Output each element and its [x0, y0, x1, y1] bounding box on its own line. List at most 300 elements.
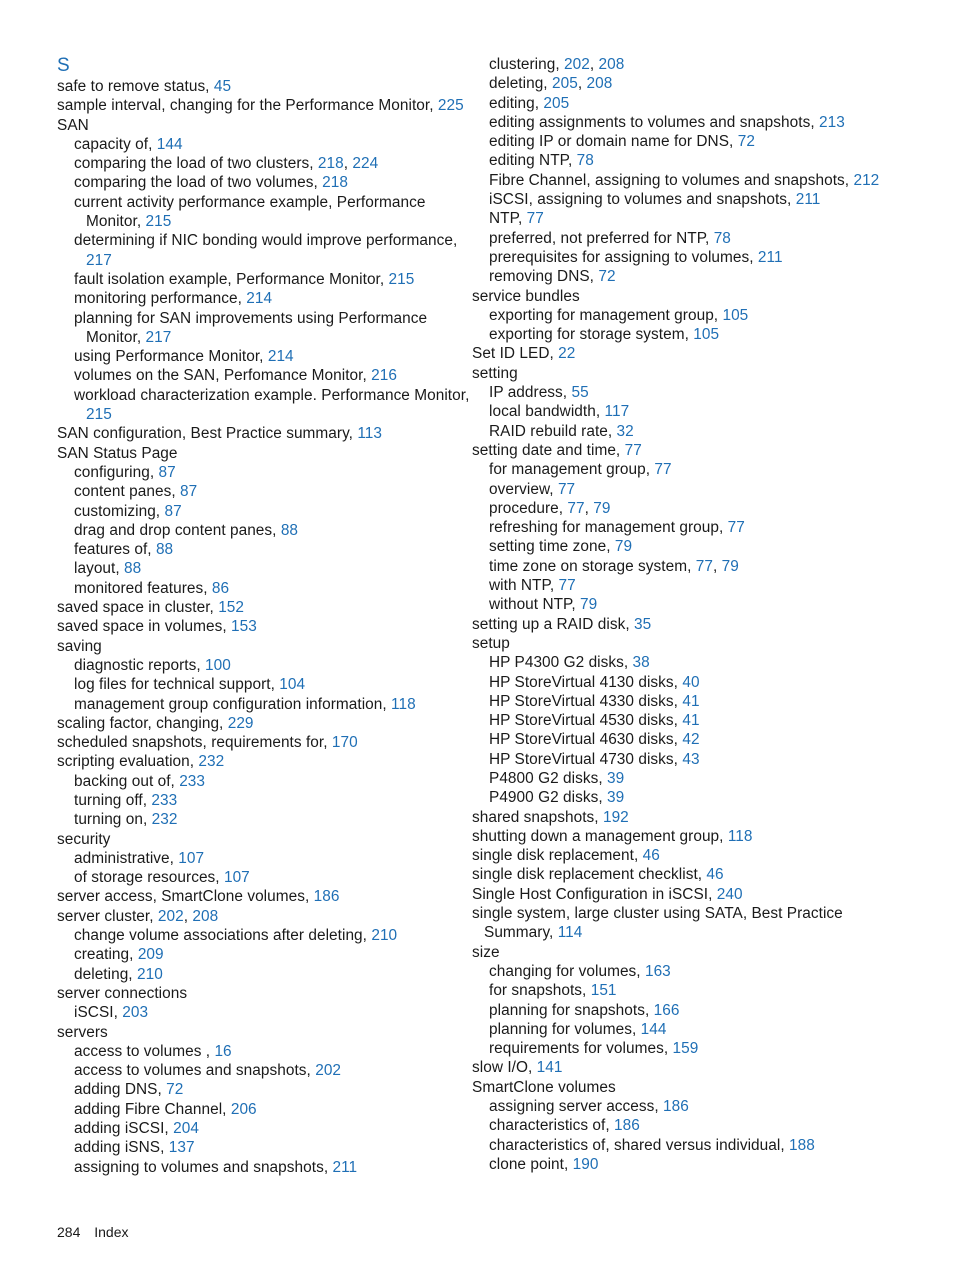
page-ref-link[interactable]: 79	[593, 499, 611, 517]
index-term: setting date and time,	[472, 441, 625, 459]
page-ref-link[interactable]: 88	[155, 541, 174, 559]
index-term: of storage resources,	[74, 869, 224, 887]
index-entry	[472, 865, 892, 884]
index-entry	[57, 1023, 477, 1042]
index-term: comparing the load of two clusters,	[74, 155, 318, 173]
index-subentry	[472, 306, 892, 325]
page-ref-link[interactable]: 88	[124, 560, 142, 578]
index-subentry	[472, 711, 892, 730]
index-subentry	[472, 422, 892, 441]
page-ref-link[interactable]: 192	[602, 808, 629, 826]
page-ref-link[interactable]: 41	[682, 692, 700, 710]
page-ref-link[interactable]: 208	[598, 56, 625, 73]
page-ref-link[interactable]: 216	[371, 367, 397, 385]
index-entry	[57, 637, 477, 656]
page-ref-link[interactable]: 170	[331, 734, 358, 752]
index-term: slow I/O,	[472, 1059, 537, 1077]
index-term: HP StoreVirtual 4130 disks,	[489, 673, 683, 691]
page-ref-link[interactable]: 141	[536, 1059, 563, 1077]
index-term: workload characterization example. Performance Monitor,	[74, 386, 470, 404]
index-term: server connections	[57, 984, 188, 1002]
index-entry	[57, 77, 477, 96]
page-ref-link[interactable]: 144	[156, 135, 183, 153]
index-term: time zone on storage system,	[489, 557, 696, 575]
index-subentry	[472, 171, 892, 190]
page-ref-link[interactable]: 240	[716, 885, 743, 903]
page-ref-link[interactable]: 204	[173, 1120, 199, 1138]
index-entry	[472, 615, 892, 634]
index-subentry	[57, 482, 477, 501]
index-term: adding iSCSI,	[74, 1120, 174, 1138]
index-subentry	[57, 1138, 477, 1157]
page-ref-link[interactable]: 42	[682, 731, 700, 749]
page-ref-link[interactable]: 218	[322, 174, 348, 192]
index-term: overview,	[489, 480, 558, 498]
page-ref-link[interactable]: 211	[757, 248, 783, 266]
page-ref-link[interactable]: 22	[558, 345, 576, 363]
index-term: single system, large cluster using SATA, Best Practice Summary,	[472, 905, 843, 942]
index-subentry	[57, 849, 477, 868]
page-ref-link[interactable]: 100	[205, 656, 231, 674]
page-ref-link[interactable]: 214	[267, 348, 294, 366]
page-ref-link[interactable]: 208	[586, 75, 613, 93]
page-ref-link[interactable]: 206	[230, 1100, 257, 1118]
page-ref-link[interactable]: 229	[227, 714, 254, 732]
page-ref-link[interactable]: 208	[192, 907, 219, 925]
index-entry	[472, 885, 892, 904]
page-ref-link[interactable]: 213	[818, 113, 845, 131]
index-term: editing NTP,	[489, 152, 577, 170]
index-subentry	[57, 579, 477, 598]
index-column-right	[472, 55, 892, 1174]
index-subentry	[472, 402, 892, 421]
index-term: content panes,	[74, 483, 180, 501]
page-ref-link[interactable]: 118	[727, 827, 753, 845]
index-term: access to volumes ,	[74, 1042, 215, 1060]
index-term: preferred, not preferred for NTP,	[489, 229, 714, 247]
page-ref-link[interactable]: 210	[371, 927, 398, 945]
index-subentry	[57, 1100, 477, 1119]
index-subentry	[472, 576, 892, 595]
index-term: procedure,	[489, 499, 568, 517]
index-term: shutting down a management group,	[472, 827, 728, 845]
ref-separator: ,	[577, 75, 587, 93]
page-ref-link[interactable]: 186	[614, 1117, 640, 1135]
index-term: Single Host Configuration in iSCSI,	[472, 885, 717, 903]
index-term: for management group,	[489, 461, 655, 479]
index-subentry	[472, 981, 892, 1000]
page-ref-link[interactable]: 87	[164, 502, 182, 520]
page-ref-link[interactable]: 77	[695, 557, 713, 575]
index-term: HP StoreVirtual 4330 disks,	[489, 692, 683, 710]
page-ref-link[interactable]: 32	[616, 422, 634, 440]
index-term: saved space in volumes,	[57, 618, 232, 636]
index-term: saving	[57, 637, 102, 655]
page-ref-link[interactable]: 224	[352, 155, 379, 173]
index-term: single disk replacement,	[472, 847, 643, 865]
index-term: server access, SmartClone volumes,	[57, 888, 314, 906]
index-term: P4900 G2 disks,	[489, 789, 608, 807]
index-term: NTP,	[489, 210, 527, 228]
index-term: IP address,	[489, 384, 572, 402]
index-term: setting up a RAID disk,	[472, 615, 635, 633]
index-term: planning for SAN improvements using Performance Monitor,	[74, 309, 428, 346]
page-ref-link[interactable]: 39	[607, 769, 625, 787]
page-ref-link[interactable]: 163	[644, 962, 671, 980]
index-term: adding DNS,	[74, 1081, 167, 1099]
index-term: without NTP,	[489, 596, 581, 614]
page-ref-link[interactable]: 211	[795, 191, 821, 209]
index-subentry	[57, 675, 477, 694]
index-subentry	[57, 386, 477, 425]
page-ref-link[interactable]: 205	[543, 94, 570, 112]
index-term: P4800 G2 disks,	[489, 769, 608, 787]
index-subentry	[57, 695, 477, 714]
index-subentry	[472, 1136, 892, 1155]
index-subentry	[472, 151, 892, 170]
page-ref-link[interactable]: 202	[315, 1062, 342, 1080]
index-subentry	[57, 791, 477, 810]
index-subentry	[472, 132, 892, 151]
index-subentry	[472, 673, 892, 692]
page-ref-link[interactable]: 16	[214, 1042, 232, 1060]
index-term: planning for snapshots,	[489, 1001, 654, 1019]
index-term: management group configuration information,	[74, 695, 392, 713]
page-number: 284	[57, 1224, 81, 1240]
page-ref-link[interactable]: 217	[86, 251, 112, 269]
page-ref-link[interactable]: 233	[179, 772, 206, 790]
index-term: adding Fibre Channel,	[74, 1100, 231, 1118]
index-entry	[57, 733, 477, 752]
index-subentry	[57, 366, 477, 385]
page-ref-link[interactable]: 137	[168, 1139, 195, 1157]
index-entry	[57, 444, 477, 463]
index-entry	[57, 984, 477, 1003]
index-term: change volume associations after deleting,	[74, 927, 372, 945]
index-subentry	[472, 383, 892, 402]
index-subentry	[57, 656, 477, 675]
page-ref-link[interactable]: 104	[279, 676, 306, 694]
index-subentry	[57, 810, 477, 829]
index-entry	[472, 904, 892, 943]
index-subentry	[57, 559, 477, 578]
index-term: saved space in cluster,	[57, 599, 219, 617]
index-term: changing for volumes,	[489, 962, 645, 980]
index-subentry	[472, 1116, 892, 1135]
index-term: iSCSI,	[74, 1004, 123, 1022]
index-term: RAID rebuild rate,	[489, 422, 617, 440]
page-ref-link[interactable]: 215	[388, 270, 415, 288]
index-term: log files for technical support,	[74, 676, 280, 694]
index-term: comparing the load of two volumes,	[74, 174, 323, 192]
page-ref-link[interactable]: 40	[682, 673, 700, 691]
index-subentry	[57, 540, 477, 559]
index-term: characteristics of, shared versus individual,	[489, 1136, 789, 1154]
index-subentry	[472, 480, 892, 499]
index-column-left	[57, 55, 477, 1177]
index-term: capacity of,	[74, 135, 157, 153]
index-entry	[472, 1078, 892, 1097]
page-ref-link[interactable]: 55	[571, 384, 589, 402]
index-term: volumes on the SAN, Perfomance Monitor,	[74, 367, 372, 385]
page-ref-link[interactable]: 215	[145, 213, 172, 231]
index-subentry	[472, 94, 892, 113]
index-subentry	[57, 1061, 477, 1080]
index-subentry	[472, 692, 892, 711]
page-ref-link[interactable]: 77	[624, 441, 642, 459]
page-footer	[57, 1223, 129, 1241]
index-entry	[472, 364, 892, 383]
page-ref-link[interactable]: 72	[166, 1081, 184, 1099]
index-entries-right	[472, 55, 892, 1174]
index-entry	[57, 887, 477, 906]
index-term: iSCSI, assigning to volumes and snapshots,	[489, 191, 796, 209]
index-term: editing,	[489, 94, 544, 112]
index-subentry	[57, 231, 477, 270]
index-subentry	[472, 537, 892, 556]
index-subentry	[472, 557, 892, 576]
index-subentry	[472, 962, 892, 981]
index-term: turning on,	[74, 811, 152, 829]
index-entry	[472, 943, 892, 962]
page-ref-link[interactable]: 45	[213, 78, 232, 95]
index-term: safe to remove status,	[57, 78, 214, 95]
page-ref-link[interactable]: 87	[180, 483, 198, 501]
index-term: deleting,	[74, 965, 137, 983]
page-ref-link[interactable]: 79	[614, 538, 633, 556]
page-ref-link[interactable]: 114	[557, 924, 583, 942]
index-subentry	[472, 248, 892, 267]
index-subentry	[472, 55, 892, 74]
page-ref-link[interactable]: 77	[567, 499, 585, 517]
index-term: shared snapshots,	[472, 808, 603, 826]
index-subentry	[472, 750, 892, 769]
page-ref-link[interactable]: 41	[682, 712, 700, 730]
page-ref-link[interactable]: 117	[604, 403, 630, 421]
page-ref-link[interactable]: 107	[178, 849, 205, 867]
page-ref-link[interactable]: 225	[437, 97, 464, 115]
page-ref-link[interactable]: 232	[151, 811, 178, 829]
page-ref-link[interactable]: 35	[634, 615, 652, 633]
index-term: scaling factor, changing,	[57, 714, 228, 732]
index-term: using Performance Monitor,	[74, 348, 268, 366]
index-entry	[472, 827, 892, 846]
index-subentry	[472, 267, 892, 286]
index-term: current activity performance example, Performance Monitor,	[74, 193, 426, 231]
index-subentry	[472, 730, 892, 749]
page-ref-link[interactable]: 107	[223, 869, 250, 887]
index-subentry	[57, 1158, 477, 1177]
page-ref-link[interactable]: 77	[526, 210, 544, 228]
page-ref-link[interactable]: 86	[211, 579, 230, 597]
index-subentry	[57, 173, 477, 192]
index-subentry	[472, 518, 892, 537]
index-subentry	[472, 788, 892, 807]
index-term: HP StoreVirtual 4730 disks,	[489, 750, 683, 768]
index-term: HP StoreVirtual 4630 disks,	[489, 731, 683, 749]
index-term: configuring,	[74, 463, 159, 481]
index-subentry	[472, 460, 892, 479]
index-subentry	[57, 193, 477, 232]
index-term: SAN configuration, Best Practice summary,	[57, 425, 358, 443]
page-ref-link[interactable]: 166	[653, 1001, 680, 1019]
ref-separator: ,	[713, 557, 722, 575]
page-ref-link[interactable]: 118	[391, 695, 416, 713]
index-term: exporting for management group,	[489, 306, 723, 324]
page-ref-link[interactable]: 79	[580, 596, 598, 614]
page-ref-link[interactable]: 188	[788, 1136, 815, 1154]
page-ref-link[interactable]: 72	[737, 133, 755, 151]
page-ref-link[interactable]: 214	[246, 290, 273, 308]
index-term: clustering,	[489, 56, 565, 73]
index-term: Set ID LED,	[472, 345, 559, 363]
page-ref-link[interactable]: 217	[145, 328, 172, 346]
page-ref-link[interactable]: 232	[198, 753, 225, 771]
index-subentry	[472, 653, 892, 672]
index-term: determining if NIC bonding would improve performance,	[74, 232, 458, 250]
page-ref-link[interactable]: 211	[332, 1158, 358, 1176]
page-ref-link[interactable]: 233	[151, 791, 178, 809]
index-entry	[57, 714, 477, 733]
index-entry	[57, 752, 477, 771]
index-term: assigning to volumes and snapshots,	[74, 1158, 333, 1176]
index-term: scheduled snapshots, requirements for,	[57, 734, 332, 752]
page-ref-link[interactable]: 190	[572, 1155, 599, 1173]
index-subentry	[57, 1119, 477, 1138]
index-term: servers	[57, 1023, 108, 1041]
index-term: Fibre Channel, assigning to volumes and snapshots,	[489, 171, 854, 189]
index-entry	[472, 344, 892, 363]
page-ref-link[interactable]: 78	[576, 152, 594, 170]
index-term: backing out of,	[74, 772, 180, 790]
page-ref-link[interactable]: 202	[157, 907, 184, 925]
page-ref-link[interactable]: 186	[663, 1098, 689, 1116]
index-term: planning for volumes,	[489, 1020, 641, 1038]
page-ref-link[interactable]: 77	[558, 577, 576, 595]
index-subentry	[57, 772, 477, 791]
index-term: assigning server access,	[489, 1098, 664, 1116]
page-ref-link[interactable]: 88	[280, 521, 299, 539]
page-ref-link[interactable]: 144	[640, 1020, 667, 1038]
index-subentry	[57, 868, 477, 887]
index-term: removing DNS,	[489, 268, 599, 286]
index-term: customizing,	[74, 502, 165, 520]
page-ref-link[interactable]: 153	[231, 618, 257, 636]
page-ref-link[interactable]: 77	[654, 461, 672, 479]
index-term: local bandwidth,	[489, 403, 605, 421]
index-subentry	[472, 74, 892, 93]
index-entry	[57, 598, 477, 617]
page-ref-link[interactable]: 46	[642, 847, 660, 865]
index-term: layout,	[74, 560, 125, 578]
page-ref-link[interactable]: 105	[693, 326, 720, 344]
index-subentry	[472, 113, 892, 132]
index-subentry	[472, 499, 892, 518]
index-entries-left	[57, 77, 477, 1177]
index-term: fault isolation example, Performance Monitor,	[74, 270, 389, 288]
index-subentry	[57, 965, 477, 984]
page-ref-link[interactable]: 113	[357, 425, 383, 443]
page-ref-link[interactable]: 77	[727, 519, 745, 537]
page-ref-link[interactable]: 77	[557, 480, 576, 498]
page-ref-link[interactable]: 202	[564, 56, 590, 73]
index-term: scripting evaluation,	[57, 753, 199, 771]
index-term: monitored features,	[74, 579, 212, 597]
index-term: deleting,	[489, 75, 552, 93]
index-term: adding iSNS,	[74, 1139, 169, 1157]
index-entry	[472, 287, 892, 306]
page-ref-link[interactable]: 151	[590, 982, 617, 1000]
index-term: drag and drop content panes,	[74, 521, 281, 539]
page-ref-link[interactable]: 218	[317, 155, 344, 173]
page-ref-link[interactable]: 186	[313, 888, 340, 906]
index-term: editing IP or domain name for DNS,	[489, 133, 738, 151]
page-ref-link[interactable]: 78	[713, 229, 731, 247]
index-subentry	[472, 1001, 892, 1020]
page-ref-link[interactable]: 152	[218, 599, 245, 617]
index-term: size	[472, 943, 500, 961]
index-subentry	[472, 190, 892, 209]
index-entry	[472, 634, 892, 653]
index-term: SAN	[57, 116, 89, 134]
page-ref-link[interactable]: 209	[137, 946, 164, 964]
index-subentry	[472, 209, 892, 228]
ref-separator: ,	[183, 907, 193, 925]
index-entry	[472, 1058, 892, 1077]
index-term: editing assignments to volumes and snapshots,	[489, 113, 819, 131]
page-ref-link[interactable]: 212	[853, 171, 880, 189]
index-subentry	[57, 926, 477, 945]
index-term: HP P4300 G2 disks,	[489, 654, 633, 672]
page-ref-link[interactable]: 205	[551, 75, 578, 93]
index-term: administrative,	[74, 849, 179, 867]
index-entry	[472, 441, 892, 460]
page-ref-link[interactable]: 210	[136, 965, 163, 983]
index-subentry	[57, 270, 477, 289]
page-ref-link[interactable]: 105	[722, 306, 749, 324]
index-term: clone point,	[489, 1155, 573, 1173]
page-ref-link[interactable]: 79	[721, 557, 739, 575]
index-term: sample interval, changing for the Performance Monitor,	[57, 97, 438, 115]
page-ref-link[interactable]: 46	[706, 866, 724, 884]
index-term: with NTP,	[489, 577, 559, 595]
index-term: monitoring performance,	[74, 290, 247, 308]
index-subentry	[57, 1003, 477, 1022]
page-ref-link[interactable]: 39	[607, 789, 625, 807]
index-subentry	[57, 1080, 477, 1099]
page-ref-link[interactable]: 43	[682, 750, 700, 768]
index-subentry	[57, 463, 477, 482]
page-ref-link[interactable]: 87	[158, 463, 176, 481]
index-term: SAN Status Page	[57, 444, 178, 462]
index-term: setup	[472, 634, 510, 652]
index-term: refreshing for management group,	[489, 519, 728, 537]
page-ref-link[interactable]: 159	[672, 1040, 699, 1058]
index-term: exporting for storage system,	[489, 326, 694, 344]
index-entry	[57, 907, 477, 926]
index-term: service bundles	[472, 287, 580, 305]
page-ref-link[interactable]: 38	[632, 654, 650, 672]
index-entry	[57, 424, 477, 443]
index-subentry	[472, 769, 892, 788]
page-ref-link[interactable]: 72	[598, 268, 616, 286]
index-subentry	[57, 309, 477, 348]
index-term: diagnostic reports,	[74, 656, 206, 674]
page-ref-link[interactable]: 215	[86, 406, 112, 424]
index-subentry	[472, 1039, 892, 1058]
index-term: access to volumes and snapshots,	[74, 1062, 316, 1080]
page-ref-link[interactable]: 203	[122, 1004, 149, 1022]
